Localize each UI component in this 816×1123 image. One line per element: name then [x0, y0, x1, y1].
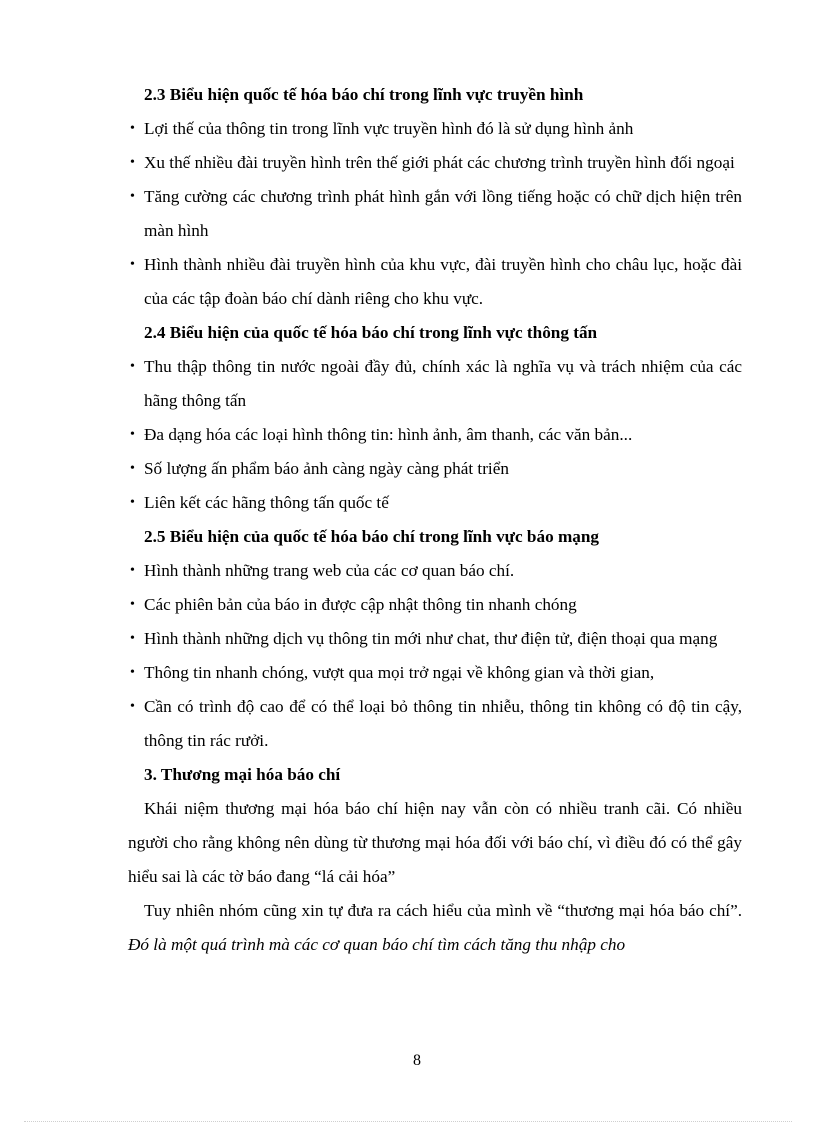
section-heading-2-5: 2.5 Biểu hiện của quốc tế hóa báo chí trong lĩnh vực báo mạng [144, 527, 600, 546]
bullet-icon: • [130, 563, 135, 578]
page-number: 8 [413, 1052, 421, 1069]
bullet-icon: • [130, 257, 135, 272]
list-item: • Thông tin nhanh chóng, vượt qua mọi trở ngại về không gian và thời gian, [128, 656, 742, 690]
page-bottom-divider [24, 1121, 792, 1122]
list-item: • Cần có trình độ cao để có thể loại bỏ thông tin nhiễu, thông tin không có độ tin cậy, thông tin rác rưởi. [128, 690, 742, 758]
bullet-icon: • [130, 427, 135, 442]
list-item: • Hình thành những trang web của các cơ quan báo chí. [128, 554, 742, 588]
list-item: • Đa dạng hóa các loại hình thông tin: hình ảnh, âm thanh, các văn bản... [128, 418, 742, 452]
bullet-icon: • [130, 665, 135, 680]
bullet-icon: • [130, 121, 135, 136]
bullet-icon: • [130, 461, 135, 476]
paragraph: Tuy nhiên nhóm cũng xin tự đưa ra cách hiểu của mình về “thương mại hóa báo chí”. Đó là một quá trình mà các cơ quan báo chí tìm cách tăng thu nhập cho [128, 901, 742, 954]
bullet-icon: • [130, 699, 135, 714]
page-content [128, 78, 742, 962]
list-item: • Xu thế nhiều đài truyền hình trên thế giới phát các chương trình truyền hình đối ngoại [128, 146, 742, 180]
list-item: • Các phiên bản của báo in được cập nhật thông tin nhanh chóng [128, 588, 742, 622]
list-item: • Tăng cường các chương trình phát hình gắn với lồng tiếng hoặc có chữ dịch hiện trên màn hình [128, 180, 742, 248]
list-item: • Lợi thế của thông tin trong lĩnh vực truyền hình đó là sử dụng hình ảnh [128, 112, 742, 146]
section-heading-2-4: 2.4 Biểu hiện của quốc tế hóa báo chí trong lĩnh vực thông tấn [144, 323, 598, 342]
bullet-icon: • [130, 631, 135, 646]
bullet-icon: • [130, 155, 135, 170]
section-heading-2-3: 2.3 Biểu hiện quốc tế hóa báo chí trong lĩnh vực truyền hình [144, 85, 584, 104]
list-item: • Hình thành nhiều đài truyền hình của khu vực, đài truyền hình cho châu lục, hoặc đài của các tập đoàn báo chí dành riêng cho khu vực. [128, 248, 742, 316]
list-item: • Số lượng ấn phẩm báo ảnh càng ngày càng phát triển [128, 452, 742, 486]
bullet-icon: • [130, 597, 135, 612]
list-item: • Liên kết các hãng thông tấn quốc tế [128, 486, 742, 520]
section-heading-3: 3. Thương mại hóa báo chí [144, 765, 341, 784]
paragraph: Khái niệm thương mại hóa báo chí hiện nay vẫn còn có nhiều tranh cãi. Có nhiều người cho rằng không nên dùng từ thương mại hóa đối với báo chí, vì điều đó có thể gây hiểu sai là các tờ báo đang “lá cải hóa” [128, 799, 742, 886]
bullet-icon: • [130, 189, 135, 204]
bullet-icon: • [130, 359, 135, 374]
list-item: • Thu thập thông tin nước ngoài đầy đủ, chính xác là nghĩa vụ và trách nhiệm của các hãng thông tấn [128, 350, 742, 418]
list-item: • Hình thành những dịch vụ thông tin mới như chat, thư điện tử, điện thoại qua mạng [128, 622, 742, 656]
bullet-icon: • [130, 495, 135, 510]
